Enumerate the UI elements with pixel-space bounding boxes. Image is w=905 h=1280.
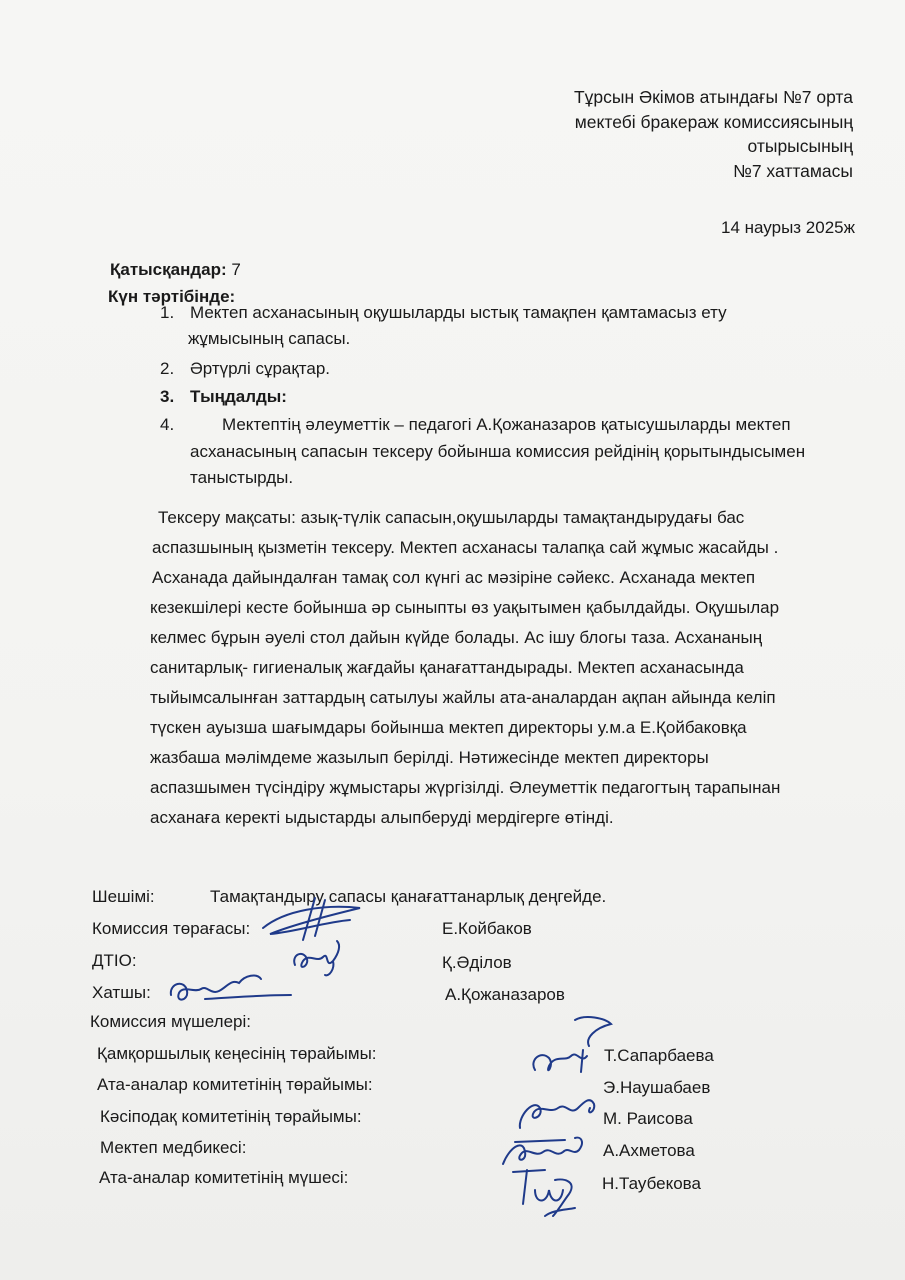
member-role: Мектеп медбикесі:: [100, 1138, 247, 1157]
agenda-item-text: Тыңдалды:: [190, 387, 287, 406]
member-name: А.Ахметова: [603, 1141, 695, 1160]
attendees-label: Қатысқандар:: [110, 260, 227, 279]
member-name: Э.Наушабаев: [603, 1078, 711, 1097]
agenda-item-number: 4.: [160, 415, 175, 434]
report-body: [150, 503, 780, 833]
agenda-list: [160, 300, 805, 491]
member-role: Ата-аналар комитетінің мүшесі:: [99, 1168, 349, 1187]
agenda-item-text: таныстырды.: [190, 468, 294, 487]
agenda-item-number: 3.: [160, 387, 175, 406]
body-line: жазбаша мәлімдеме жазылып берілді. Нәтижесінде мектеп директоры: [150, 748, 709, 767]
body-line: Асханада дайындалған тамақ сол күнгі ас мәзіріне сәйекс. Асханада мектеп: [152, 568, 756, 587]
agenda-item-number: 2.: [160, 359, 175, 378]
official-name: Қ.Әділов: [442, 953, 512, 972]
member-name: М. Раисова: [603, 1109, 693, 1128]
body-line: келмес бұрын әуелі стол дайын күйде болады. Ас ішу блогы таза. Асхананың: [150, 628, 763, 647]
agenda-item-text: жұмысының сапасы.: [188, 329, 351, 348]
member-name: Т.Сапарбаева: [604, 1046, 714, 1065]
attendees-value: 7: [226, 260, 241, 279]
body-line: аспазшының қызметін тексеру. Мектеп асханасы талапқа сай жұмыс жасайды .: [152, 538, 779, 557]
agenda-item: [160, 300, 805, 352]
signature-secretary: [165, 965, 295, 1010]
member-role: Кәсіподақ комитетінің төрайымы:: [100, 1107, 362, 1126]
signature-dtio: [285, 935, 355, 985]
official-role: ДТІО:: [92, 951, 137, 970]
agenda-item-text: Әртүрлі сұрақтар.: [190, 359, 331, 378]
signature-member-1: [515, 1010, 615, 1090]
agenda-item: [160, 384, 805, 410]
decision-label: Шешімі:: [92, 887, 155, 906]
official-name: А.Қожаназаров: [445, 985, 565, 1004]
header-line: мектебі бракераж комиссиясының: [574, 111, 853, 132]
agenda-item: [160, 356, 805, 382]
members-label: Комиссия мүшелері:: [90, 1012, 252, 1031]
body-line: санитарлық- гигиеналық жағдайы қанағаттандырады. Мектеп асханасында: [150, 658, 744, 677]
header-line: отырысының: [747, 136, 853, 156]
attendees-line: [110, 257, 241, 283]
member-name: Н.Таубекова: [602, 1174, 701, 1193]
agenda-item-number: 1.: [160, 303, 175, 322]
official-role: Комиссия төрағасы:: [92, 919, 251, 938]
decision-value: Тамақтандыру сапасы қанағаттанарлық деңгейде.: [210, 887, 607, 906]
header-line: №7 хаттамасы: [733, 160, 853, 181]
member-role: Қамқоршылық кеңесінің төрайымы:: [97, 1044, 377, 1063]
signature-member-5: [505, 1160, 595, 1220]
document-date: 14 наурыз 2025ж: [721, 218, 855, 237]
body-line: тыйымсалынған заттардың сатылуы жайлы ата-аналардан ақпан айында келіп: [150, 688, 776, 707]
official-role: Хатшы:: [92, 983, 151, 1002]
header-line: Тұрсын Әкімов атындағы №7 орта: [573, 87, 853, 107]
agenda-item-text: Мектеп асханасының оқушыларды ыстық тамақпен қамтамасыз ету: [190, 303, 727, 322]
signature-member-4: [495, 1128, 605, 1178]
body-line: аспазшымен түсіндіру жұмыстары жүргізілді. Әлеуметтік педагогтың тарапынан: [150, 778, 781, 797]
body-line: асханаға керекті ыдыстарды алыпберуді мердігерге өтінді.: [150, 808, 614, 827]
body-line: Тексеру мақсаты: азық-түлік сапасын,оқушыларды тамақтандырудағы бас: [158, 508, 745, 527]
body-line: түскен ауызша шағымдары бойынша мектеп директоры у.м.а Е.Қойбаковқа: [150, 718, 747, 737]
agenda-item-text: асханасының сапасын тексеру бойынша комиссия рейдінің қорытындысымен: [190, 442, 806, 461]
agenda-item: [160, 412, 805, 491]
body-line: кезекшілері кесте бойынша әр сыныпты өз уақытымен қабылдайды. Оқушылар: [150, 598, 780, 617]
member-role: Ата-аналар комитетінің төрайымы:: [97, 1075, 373, 1094]
agenda-label: Күн тәртібінде:: [108, 287, 236, 306]
official-name: Е.Койбаков: [442, 919, 532, 938]
signature-member-3: [510, 1088, 610, 1138]
document-header: [574, 85, 853, 183]
agenda-item-text: Мектептің әлеуметтік – педагогі А.Қожаназаров қатысушыларды мектеп: [222, 415, 791, 434]
